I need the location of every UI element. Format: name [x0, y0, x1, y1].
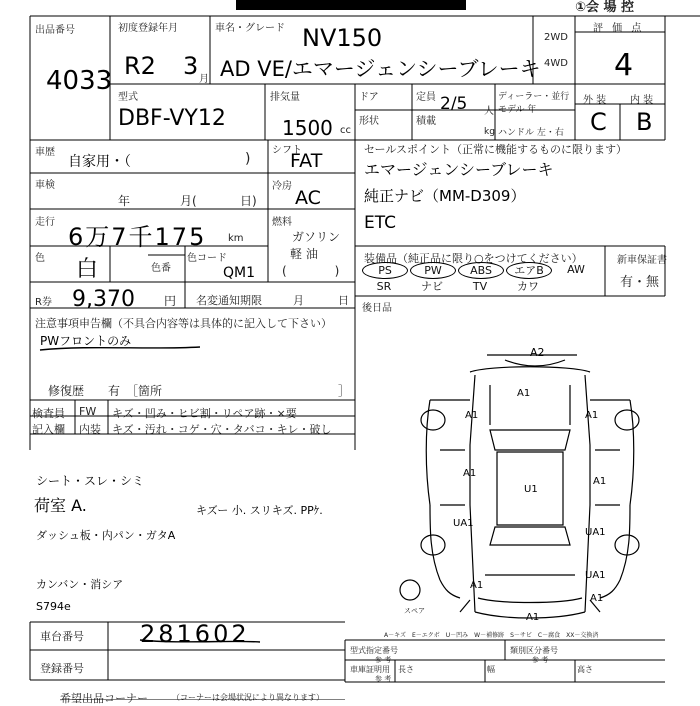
memo-right: キズー 小. スリキズ. PPｹ.	[196, 504, 323, 517]
diag-a1-top: A1	[517, 388, 531, 399]
aircon-label: 冷房	[272, 181, 292, 192]
notes-label: 注意事項申告欄（不具合内容等は具体的に記入して下さい）	[35, 317, 332, 330]
diag-a1-fr: A1	[585, 410, 599, 421]
diag-a1-ml: A1	[463, 468, 477, 479]
bt-class-no: 類別区分番号	[510, 646, 558, 655]
equipment-item: ナビ	[421, 280, 443, 293]
handle-label: ハンドル 左・右	[498, 128, 564, 138]
score-label: 評 価 点	[593, 23, 645, 34]
fuel-label: 燃料	[272, 217, 292, 228]
sales-2: 純正ナビ（MM-D309）	[364, 187, 526, 205]
warranty-opts: 有・無	[620, 275, 660, 290]
equipment-item: TV	[472, 280, 488, 293]
warranty-label: 新車保証書	[617, 255, 667, 266]
naiso-label: 内装	[79, 423, 101, 436]
diag-ua1-l: UA1	[453, 518, 474, 529]
inspector-label: 検査員	[32, 407, 65, 420]
legend: A－キズ E－エクボ U－凹み W－補修跡 S－サビ C－腐食 XX－交換済	[384, 632, 599, 639]
shift-label: シフト	[272, 145, 302, 156]
inspection-label: 車検	[35, 180, 55, 191]
persons-label: 人	[484, 106, 494, 117]
color-value: 白	[76, 257, 99, 282]
exterior-grade: C	[590, 108, 607, 136]
diag-a1-b2: A1	[590, 593, 604, 604]
top-right-label: ①会 場 控	[575, 0, 635, 15]
rear-seat-label: 後日品	[362, 303, 392, 314]
bt-type-no: 型式指定番号	[350, 646, 398, 655]
diag-a1-bottom: A1	[526, 612, 540, 623]
capacity-label: 定員	[416, 92, 436, 103]
memo-5: S794e	[36, 600, 71, 613]
inspection-day: 日)	[240, 194, 257, 208]
interior-label: 内 装	[630, 95, 654, 106]
cc-label: cc	[340, 125, 351, 136]
color-code-label: 色コード	[187, 253, 227, 264]
diag-a2: A2	[530, 346, 545, 359]
yen-label: 円	[164, 294, 177, 308]
drive-4wd-label: 4WD	[544, 58, 568, 69]
equipment-item: PW	[410, 262, 456, 279]
lot-no-value: 4033	[46, 66, 113, 96]
fw-label: FW	[79, 405, 97, 418]
notes-1: PWフロントのみ	[40, 334, 132, 348]
color-label: 色	[35, 253, 45, 264]
repair-history: 修復歴 有 ［箇所	[48, 384, 163, 398]
defects-in: キズ・汚れ・コゲ・穴・タバコ・キレ・破し	[112, 423, 332, 436]
memo-2: 荷室 A.	[34, 496, 87, 515]
bt-hgt: 高さ	[577, 665, 593, 674]
first-reg-month: 3	[183, 52, 199, 80]
name-change-day: 日	[338, 294, 349, 307]
fuel-oil: 軽 油	[290, 247, 318, 261]
inspection-year: 年	[118, 194, 131, 208]
shift-value: FAT	[290, 150, 323, 172]
color-code-value: QM1	[223, 265, 256, 281]
aircon-value: AC	[295, 187, 321, 209]
model-code-value: DBF-VY12	[118, 106, 226, 131]
load-label: 積載	[416, 116, 436, 127]
name-change-label: 名変通知期限	[196, 294, 262, 307]
memo-4: カンバン・消シア	[36, 578, 124, 591]
grade-value: AD VE/エマージェンシーブレーキ	[220, 57, 541, 81]
chassis-value: 281602	[140, 620, 250, 648]
equipment-item: SR	[376, 280, 392, 293]
chassis-label: 車台番号	[40, 630, 84, 643]
bt-ref2: 参 考	[375, 675, 392, 683]
color-no-label: 色番	[151, 263, 171, 274]
memo-1: シート・スレ・シミ	[36, 474, 145, 488]
shape-label: 形状	[359, 116, 379, 127]
usage-label: 車歴	[35, 147, 55, 158]
diag-a1-rl: A1	[470, 580, 484, 591]
sales-points-label: セールスポイント（正常に機能するものに限ります）	[364, 143, 628, 156]
memo-3: ダッシュ板・内パン・ガタA	[36, 529, 176, 542]
entry-label: 記入欄	[32, 423, 65, 436]
displacement-label: 排気量	[270, 92, 300, 103]
model-code-label: 型式	[118, 92, 138, 103]
equipment-item: PS	[362, 262, 408, 279]
equipment-label: 装備品（純正品に限り○をつけてください）	[364, 252, 583, 265]
drive-2wd-label: 2WD	[544, 32, 568, 43]
interior-grade: B	[636, 108, 653, 136]
fuel-paren: ( )	[282, 264, 340, 278]
model-year-label: モデル 年	[498, 105, 537, 115]
inspection-month: 月(	[180, 194, 197, 208]
first-reg-label: 初度登録年月	[118, 23, 178, 34]
usage-close: )	[245, 151, 251, 167]
repair-close: ］	[338, 384, 351, 398]
score-value: 4	[614, 48, 634, 83]
equipment-item: エアB	[506, 262, 552, 279]
reg-no-label: 登録番号	[40, 662, 84, 675]
equipment-item: ABS	[458, 262, 504, 279]
capacity-value: 2/5	[440, 94, 468, 114]
bottom-left-label: 希望出品コーナー	[60, 692, 148, 705]
kg-label: kg	[484, 127, 495, 137]
model-grade-label: 車名・グレード	[215, 23, 285, 34]
first-reg-month-unit: 月	[199, 74, 209, 85]
diag-ua1-r2: UA1	[585, 570, 606, 581]
bt-len: 長さ	[398, 665, 414, 674]
first-reg-era: R2	[124, 52, 156, 80]
usage-value: 自家用・（	[68, 154, 131, 170]
bt-ref-b: 参 考	[532, 656, 549, 664]
defects-fw: キズ・凹み・ヒビ割・リペア跡・×要	[112, 407, 297, 420]
equipment-item: カワ	[517, 280, 539, 293]
name-change-month: 月	[293, 294, 304, 307]
sales-1: エマージェンシーブレーキ	[364, 160, 554, 179]
model-name-value: NV150	[302, 24, 383, 52]
recycle-label: R券	[35, 297, 52, 308]
mileage-value: 6万7千175	[68, 223, 207, 251]
bt-wid: 幅	[487, 665, 495, 674]
bottom-left-note: （コーナーは会場状況により異なります）	[172, 693, 324, 702]
equipment-item: AW	[567, 263, 585, 276]
diag-a1-mr: A1	[593, 476, 607, 487]
car-diagram	[400, 355, 639, 618]
diag-spare: スペア	[404, 607, 425, 615]
km-label: km	[228, 233, 244, 244]
diag-a1-fl: A1	[465, 410, 479, 421]
bt-garage: 車庫証明用	[350, 665, 390, 674]
diag-ua1-r: UA1	[585, 527, 606, 538]
dealer-import-label: ディーラー・並行	[498, 92, 570, 102]
exterior-label: 外 装	[583, 95, 607, 106]
lot-no-label: 出品番号	[35, 25, 75, 36]
bt-ref: 参 考	[375, 656, 392, 664]
displacement-value: 1500	[282, 116, 333, 140]
sales-3: ETC	[364, 213, 396, 233]
recycle-value: 9,370	[72, 287, 135, 312]
doors-label: ドア	[359, 92, 379, 103]
diag-u1: U1	[524, 484, 538, 495]
mileage-label: 走行	[35, 217, 55, 228]
fuel-gas: ガソリン	[292, 230, 341, 244]
